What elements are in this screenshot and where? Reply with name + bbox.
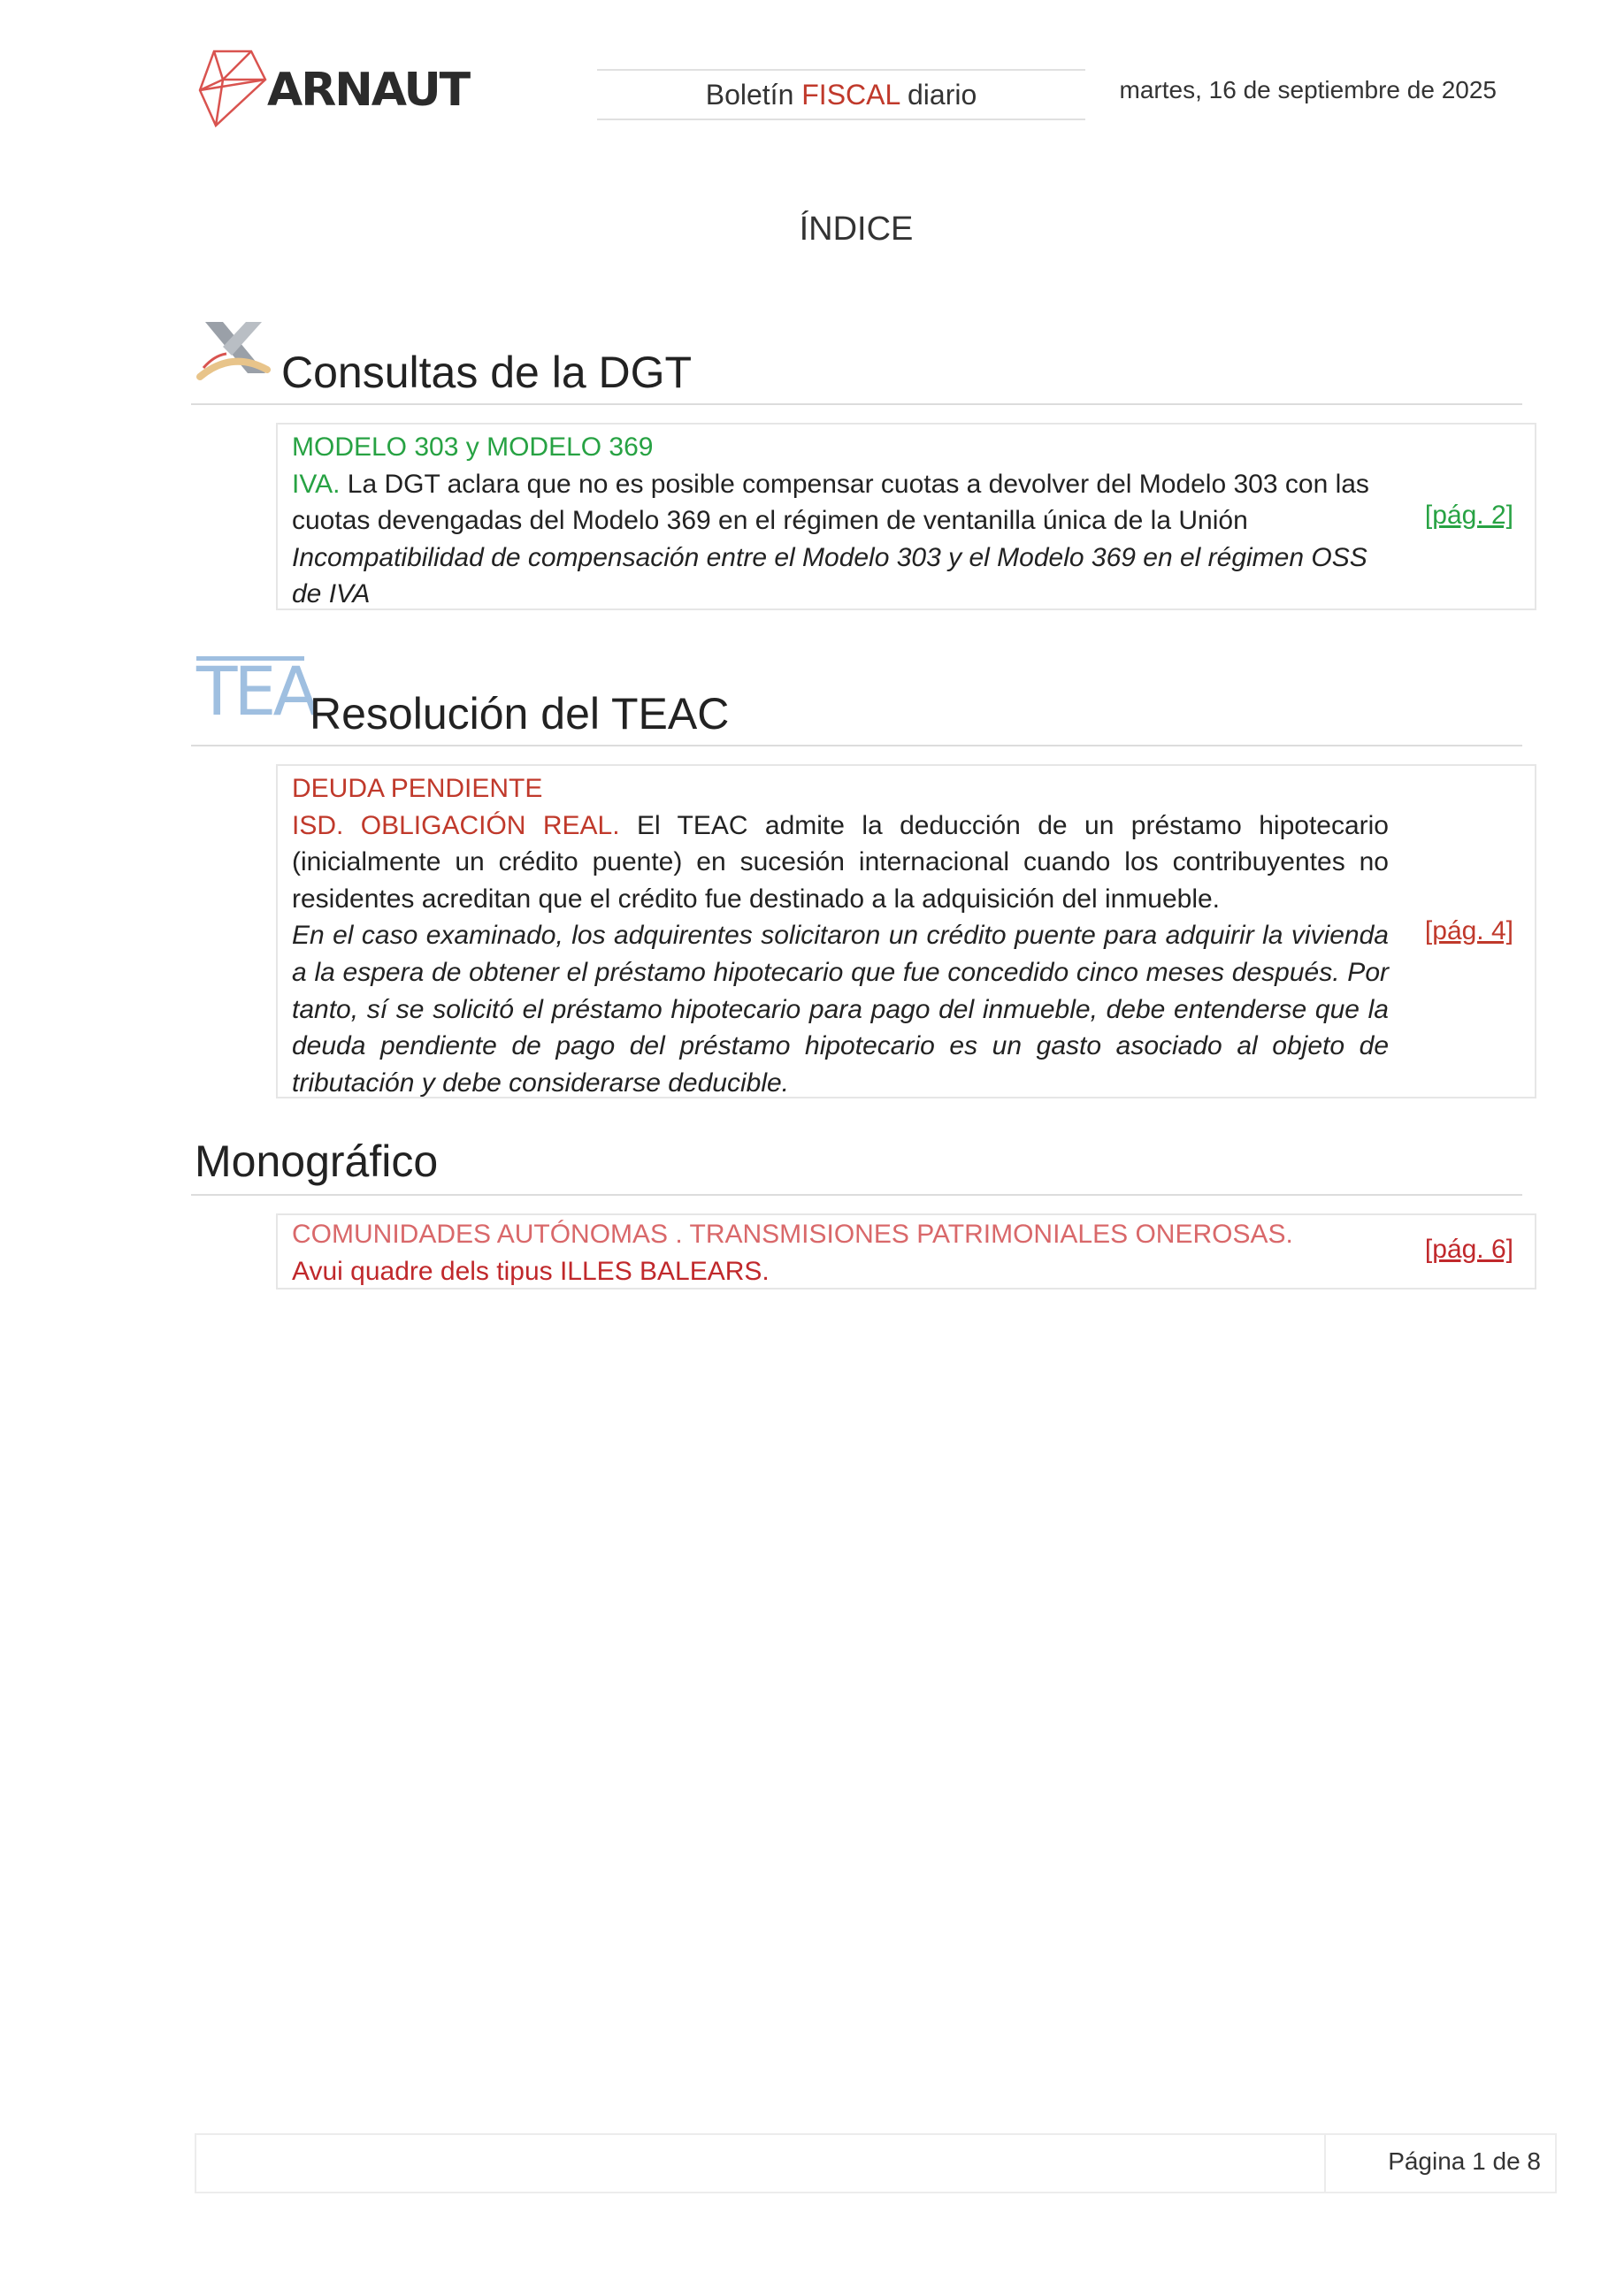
- entry-summary: La DGT aclara que no es posible compensar cuotas a devolver del Modelo 303 con las cuotas devengadas del Modelo 369 en el régimen de ventanilla única de la Unión: [292, 469, 1369, 536]
- page-number: Página 1 de 8: [1388, 2147, 1541, 2175]
- entry-topic: MODELO 303 y MODELO 369: [292, 432, 654, 462]
- index-title: ÍNDICE: [799, 210, 914, 248]
- page-link-mono[interactable]: [pág. 6]: [1424, 1235, 1513, 1264]
- aeat-logo-icon: [196, 315, 271, 387]
- entry-detail: Incompatibilidad de compensación entre el Modelo 303 y el Modelo 369 en el régimen OSS de IVA: [292, 542, 1367, 609]
- footer-divider: [1324, 2135, 1326, 2192]
- logo-wordmark: ARNAUT: [267, 64, 470, 117]
- entry-detail: En el caso examinado, los adquirentes solicitaron un crédito puente para adquirir la vivienda a la espera de obtener el préstamo hipotecario que fue concedido cinco meses después. Por tanto, sí se solicitó el préstamo hipotecario para pago del inmueble, debe entenderse que la deuda pendiente de pago del préstamo hipotecario es un gasto asociado al objeto de tributación y debe considerarse deducible.: [292, 921, 1389, 1098]
- entry-topic: COMUNIDADES AUTÓNOMAS . TRANSMISIONES PATRIMONIALES ONEROSAS.: [292, 1220, 1293, 1249]
- bulletin-title-highlight: FISCAL: [801, 79, 900, 111]
- entry-topic: DEUDA PENDIENTE: [292, 774, 543, 803]
- section-title-mono: Monográfico: [195, 1137, 439, 1186]
- tea-logo: [196, 652, 316, 731]
- entry-tag: ISD. OBLIGACIÓN REAL.: [292, 810, 620, 840]
- entry-headline: Avui quadre dels tipus ILLES BALEARS.: [292, 1256, 770, 1286]
- section-title-teac: Resolución del TEAC: [310, 689, 730, 739]
- section-divider: [191, 1194, 1522, 1196]
- page-footer: [195, 2133, 1557, 2193]
- entry-summary: El TEAC admite la deducción de un préstamo hipotecario (inicialmente un crédito puente) en sucesión internacional cuando los contribuyentes no residentes acreditan que el crédito fue destinado a la adquisición del inmueble.: [292, 810, 1389, 914]
- page-link-teac[interactable]: [pág. 4]: [1424, 916, 1513, 945]
- section-divider: [191, 403, 1522, 405]
- index-entry-mono: [276, 1213, 1536, 1290]
- bulletin-title: [597, 69, 1085, 120]
- page-link-dgt[interactable]: [pág. 2]: [1424, 501, 1513, 530]
- bulletin-title-pre: Boletín: [705, 79, 802, 111]
- index-entry-dgt: [276, 423, 1536, 610]
- section-divider: [191, 745, 1522, 746]
- issue-date: martes, 16 de septiembre de 2025: [1119, 76, 1497, 103]
- entry-tag: IVA.: [292, 469, 341, 499]
- company-logo: [196, 44, 470, 133]
- diamond-logo-icon: [196, 44, 267, 133]
- index-entry-teac: [276, 764, 1536, 1098]
- section-title-dgt: Consultas de la DGT: [281, 348, 693, 397]
- tea-logo-text: TEA: [196, 652, 316, 731]
- bulletin-title-post: diario: [900, 79, 977, 111]
